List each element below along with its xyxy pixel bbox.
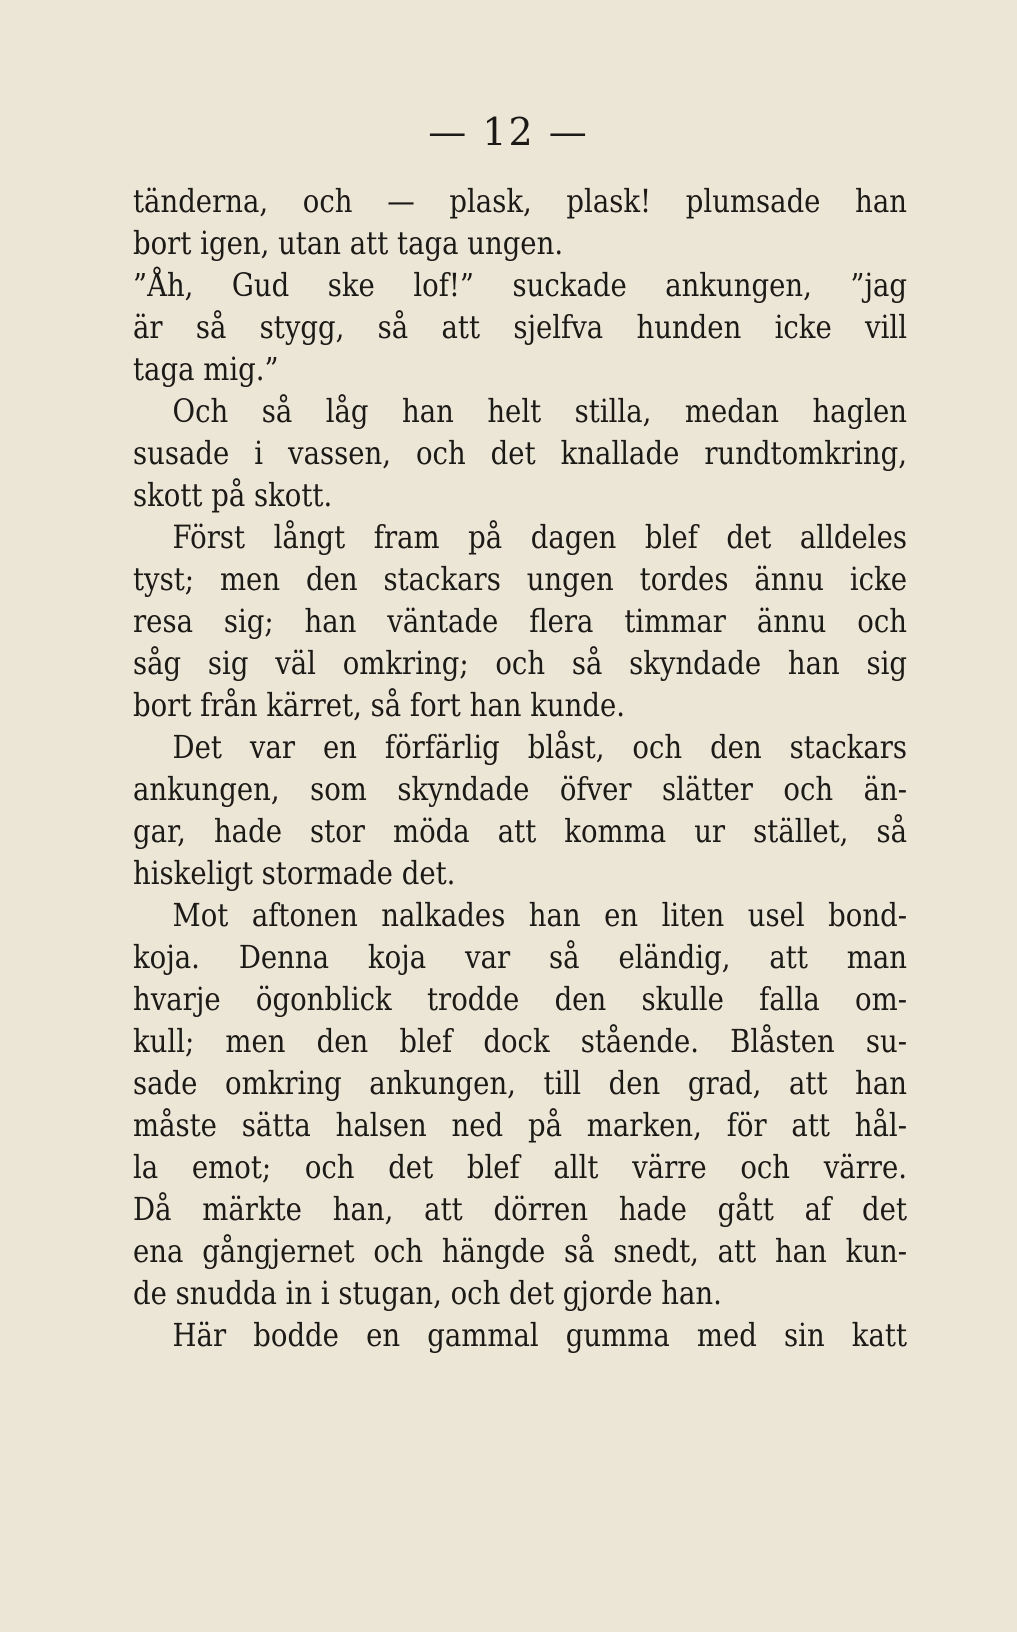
text-line: Först långt fram på dagen blef det alldeles <box>172 518 907 556</box>
text-line: de snudda in i stugan, och det gjorde han. <box>133 1274 722 1312</box>
text-line: Mot aftonen nalkades han en liten usel bond- <box>172 896 907 934</box>
text-line: kull; men den blef dock stående. Blåsten su- <box>133 1022 907 1060</box>
text-line: Då märkte han, att dörren hade gått af det <box>133 1190 907 1228</box>
text-line: taga mig.” <box>133 350 279 388</box>
text-line: Det var en förfärlig blåst, och den stackars <box>172 728 907 766</box>
text-line: gar, hade stor möda att komma ur stället, så <box>133 812 907 850</box>
text-line: såg sig väl omkring; och så skyndade han sig <box>133 644 907 682</box>
text-line: hvarje ögonblick trodde den skulle falla om- <box>133 980 907 1018</box>
text-line: ena gångjernet och hängde så snedt, att han kun- <box>133 1232 907 1270</box>
body-text <box>133 180 907 1356</box>
text-line: är så stygg, så att sjelfva hunden icke vill <box>133 308 907 346</box>
text-line: hiskeligt stormade det. <box>133 854 456 892</box>
text-line: måste sätta halsen ned på marken, för att hål- <box>133 1106 907 1144</box>
text-line: resa sig; han väntade flera timmar ännu och <box>133 602 907 640</box>
text-line: tyst; men den stackars ungen tordes ännu icke <box>133 560 907 598</box>
text-line: bort från kärret, så fort han kunde. <box>133 686 625 724</box>
text-line: susade i vassen, och det knallade rundtomkring, <box>133 434 907 472</box>
text-line: Här bodde en gammal gumma med sin katt <box>172 1316 907 1354</box>
page-number: — 12 — <box>428 110 589 154</box>
text-line: tänderna, och — plask, plask! plumsade han <box>133 182 907 220</box>
text-line: koja. Denna koja var så eländig, att man <box>133 938 907 976</box>
text-line: ankungen, som skyndade öfver slätter och än- <box>133 770 907 808</box>
text-line: bort igen, utan att taga ungen. <box>133 224 564 262</box>
text-line: sade omkring ankungen, till den grad, att han <box>133 1064 907 1102</box>
text-line: skott på skott. <box>133 476 333 514</box>
text-line: Och så låg han helt stilla, medan haglen <box>172 392 907 430</box>
text-line: ”Åh, Gud ske lof!” suckade ankungen, ”jag <box>133 266 907 304</box>
text-line: la emot; och det blef allt värre och värre. <box>133 1148 907 1186</box>
